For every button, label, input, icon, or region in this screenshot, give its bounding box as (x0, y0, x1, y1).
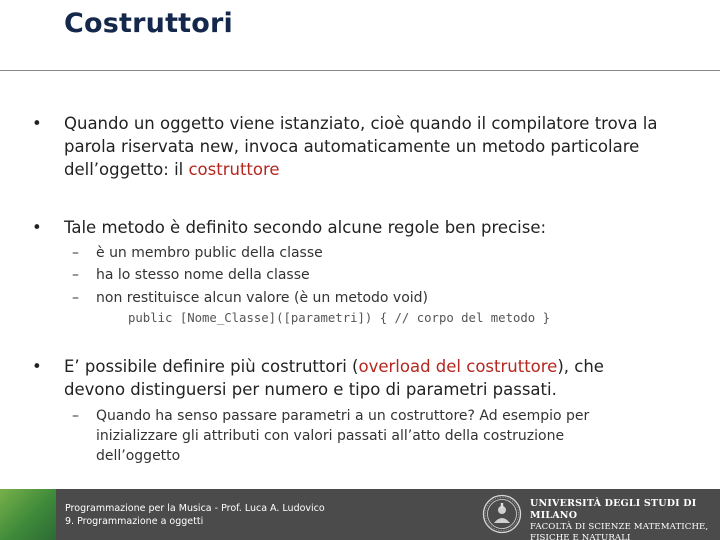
bullet-3-text-post: ), che devono distinguersi per numero e tipo di parametri passati. (64, 357, 604, 399)
footer-bar (0, 489, 720, 540)
bullet-3-text-pre: E’ possibile definire più costruttori ( (64, 357, 359, 376)
dash-marker: – (72, 267, 79, 283)
dash-marker: – (72, 408, 79, 424)
university-seal-icon (482, 494, 522, 534)
bullet-marker: • (32, 357, 42, 376)
bullet-3-text (64, 355, 664, 401)
university-name-line1: UNIVERSITÀ DEGLI STUDI DI MILANO (530, 498, 697, 521)
university-name (530, 498, 716, 540)
highlight-overload: overload del costruttore (358, 357, 558, 376)
highlight-costruttore: costruttore (188, 160, 280, 179)
sub-bullet-3-text: non restituisce alcun valore (è un metodo void) (96, 290, 429, 306)
title-divider (0, 70, 720, 71)
dash-marker: – (72, 290, 79, 306)
sub-bullet-4-text: Quando ha senso passare parametri a un costruttore? Ad esempio per inizializzare gli attributi con valori passati all’atto della costruzione dell’oggetto (96, 408, 590, 464)
bullet-marker: • (32, 114, 42, 133)
bullet-2-text: Tale metodo è definito secondo alcune regole ben precise: (64, 218, 547, 237)
bullet-1-text-main: Quando un oggetto viene istanziato, cioè quando il compilatore trova la parola riservata new, invoca automaticamente un metodo particolare dell’oggetto: il (64, 114, 658, 179)
footer-course-title: Programmazione per la Musica - Prof. Luca A. Ludovico (65, 503, 325, 514)
footer-lesson-title: 9. Programmazione a oggetti (65, 516, 204, 527)
university-name-line3: FISICHE E NATURALI (530, 533, 631, 540)
footer-course-info (65, 502, 325, 528)
sub-bullet-1-text: è un membro public della classe (96, 245, 323, 261)
sub-bullet-2-text: ha lo stesso nome della classe (96, 267, 310, 283)
bullet-marker: • (32, 218, 42, 237)
bullet-1-text (64, 112, 664, 181)
footer-accent (0, 489, 56, 540)
dash-marker: – (72, 245, 79, 261)
constructor-syntax-code: public [Nome_Classe]([parametri]) { // corpo del metodo } (128, 311, 550, 325)
university-name-line2: FACOLTÀ DI SCIENZE MATEMATICHE, (530, 522, 709, 532)
slide-title: Costruttori (64, 8, 234, 39)
